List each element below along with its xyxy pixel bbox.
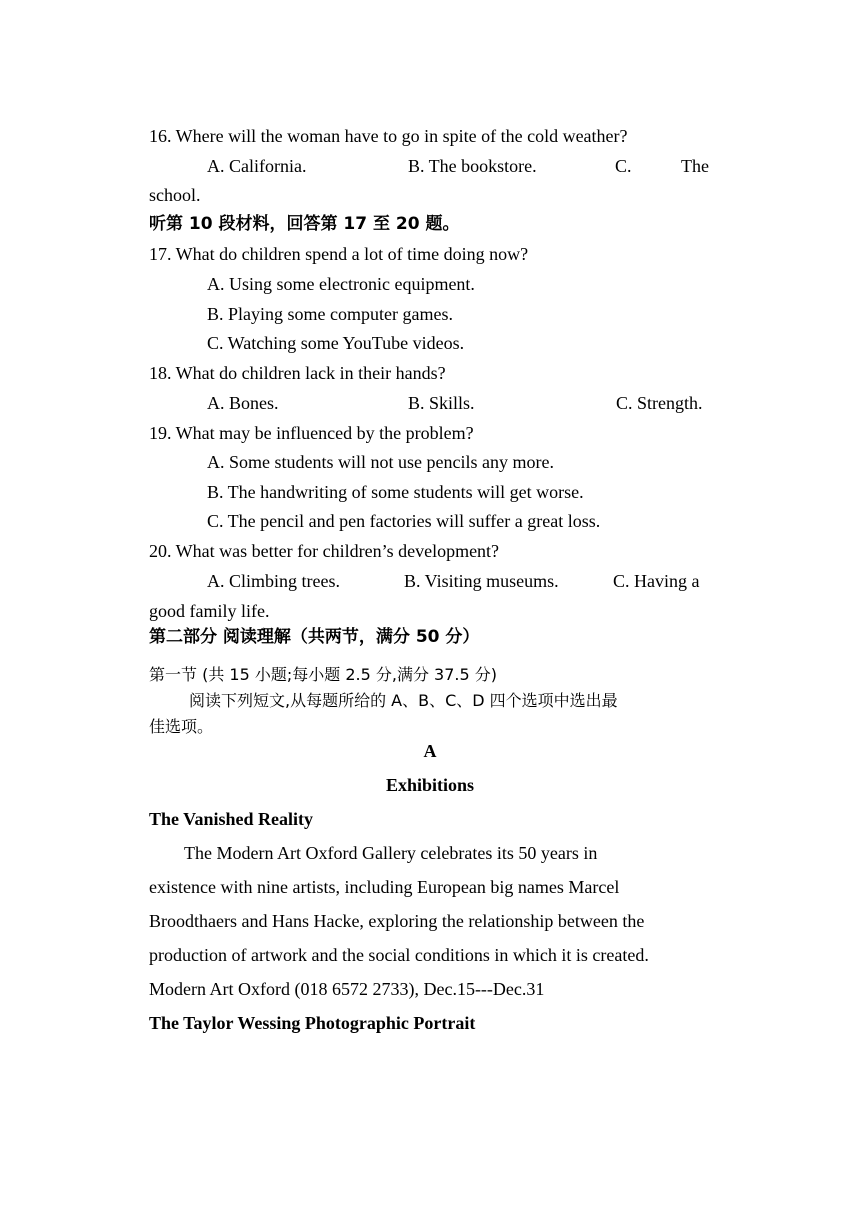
q17-option-b: B. Playing some computer games. bbox=[207, 304, 453, 324]
q17-option-a: A. Using some electronic equipment. bbox=[207, 274, 475, 294]
q19-option-b: B. The handwriting of some students will get worse. bbox=[207, 482, 584, 502]
q17-stem: 17. What do children spend a lot of time doing now? bbox=[149, 244, 529, 264]
q16-stem: 16. Where will the woman have to go in spite of the cold weather? bbox=[149, 126, 628, 146]
item-1-line: Broodthaers and Hans Hacke, exploring the relationship between the bbox=[149, 911, 645, 931]
item-1-title: The Vanished Reality bbox=[149, 809, 314, 829]
reading-instructions-line-1: 阅读下列短文,从每题所给的 A、B、C、D 四个选项中选出最 bbox=[189, 691, 618, 710]
q16-option-a: A. California. bbox=[207, 156, 307, 176]
item-1-line: production of artwork and the social conditions in which it is created. bbox=[149, 945, 649, 965]
section-1-line: 第一节 (共 15 小题;每小题 2.5 分,满分 37.5 分) bbox=[149, 665, 497, 684]
q19-stem: 19. What may be influenced by the problem? bbox=[149, 423, 474, 443]
item-1-venue-line: Modern Art Oxford (018 6572 2733), Dec.15---Dec.31 bbox=[149, 979, 545, 999]
q16-option-c-letter: C. bbox=[615, 156, 632, 176]
q20-option-c-continued: good family life. bbox=[149, 601, 270, 621]
q17-option-c: C. Watching some YouTube videos. bbox=[207, 333, 465, 353]
q16-option-b: B. The bookstore. bbox=[408, 156, 537, 176]
item-1-line: existence with nine artists, including European big names Marcel bbox=[149, 877, 620, 897]
q16-option-c-word: The bbox=[681, 156, 709, 176]
q18-option-c: C. Strength. bbox=[616, 393, 703, 413]
q18-option-a: A. Bones. bbox=[207, 393, 279, 413]
passage-letter: A bbox=[423, 741, 437, 761]
passage-title: Exhibitions bbox=[385, 775, 475, 795]
part-2-heading: 第二部分 阅读理解（共两节，满分 50 分） bbox=[149, 627, 480, 647]
q20-option-b: B. Visiting museums. bbox=[404, 571, 559, 591]
item-2-title: The Taylor Wessing Photographic Portrait bbox=[149, 1013, 476, 1033]
q19-option-c: C. The pencil and pen factories will suffer a great loss. bbox=[207, 511, 601, 531]
q20-option-c: C. Having a bbox=[613, 571, 700, 591]
q18-option-b: B. Skills. bbox=[408, 393, 475, 413]
q20-option-a: A. Climbing trees. bbox=[207, 571, 340, 591]
q20-stem: 20. What was better for children’s development? bbox=[149, 541, 500, 561]
item-1-line: The Modern Art Oxford Gallery celebrates its 50 years in bbox=[184, 843, 598, 863]
q16-option-c-continued: school. bbox=[149, 185, 201, 205]
reading-instructions-line-2: 佳选项。 bbox=[149, 717, 214, 736]
section-10-instruction: 听第 10 段材料，回答第 17 至 20 题。 bbox=[149, 214, 460, 234]
q19-option-a: A. Some students will not use pencils any more. bbox=[207, 452, 554, 472]
q18-stem: 18. What do children lack in their hands? bbox=[149, 363, 446, 383]
